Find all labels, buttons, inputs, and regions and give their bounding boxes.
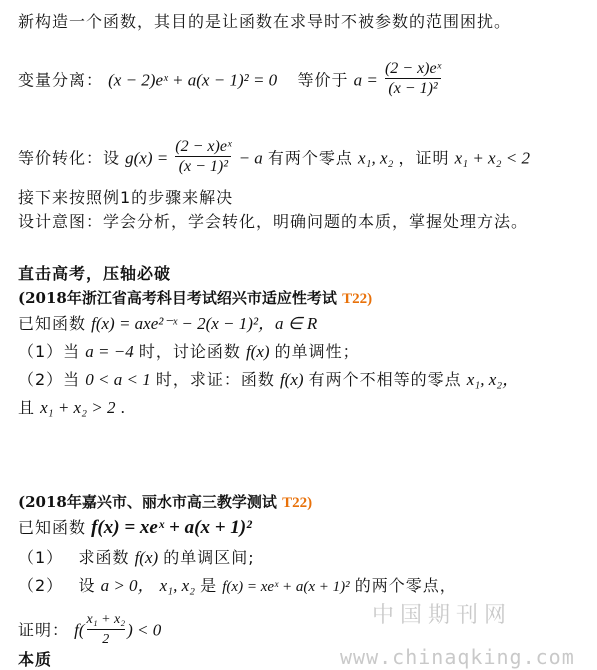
problem1-q1 [18,342,360,362]
problem1-given-label: 已知函数 [18,314,87,333]
next-step-text: 接下来按照例1的步骤来解决 [18,188,234,207]
problem2-q1-end: 的单调区间; [163,548,255,567]
problem2-q2 [18,576,457,597]
transform-fraction [175,138,231,176]
transform-numerator: (2 − x)eˣ [175,138,232,155]
watermark-text: 中国期刊网 [372,603,513,628]
section-title: 直击高考，压轴必破 [18,264,172,283]
problem1-q1-cond: a = −4 [85,342,134,361]
problem1-function: f(x) = axe²⁻ˣ − 2(x − 1)²，a ∈ R [91,314,318,333]
problem2-tag: T22) [282,495,313,511]
problem1-q1-f: f(x) [245,342,270,361]
problem1-given [18,314,317,334]
problem2-q2-num: （2） [18,576,64,595]
problem2-prove-label: 证明： [18,620,70,640]
problem2-q1-text: 求函数 [78,548,130,567]
problem2-prove-denominator: 2 [87,629,126,649]
problem2-q2-cond: a > 0， [100,576,155,595]
problem2-q2-mid: 是 [200,576,218,595]
problem1-q2-ineq: x₁ + x₂ > 2 [40,398,116,417]
problem1-q2-zeros: x₁, x₂， [466,370,520,389]
problem1-tag: T22) [342,291,373,307]
problem2-function: f(x) = xeˣ + a(x + 1)² [91,517,252,538]
problem2-q2-text: 设 [78,576,96,595]
problem1-source-text: (2018年浙江省高考科目考试绍兴市适应性考试 [18,289,337,307]
problem2-prove-f: f( [74,620,85,640]
problem1-q2-and: 且 [18,398,36,417]
problem1-q2-cond: 0 < a < 1 [85,370,151,389]
problem2-given [18,518,252,538]
equivalent-label: 等价于 [297,70,349,90]
g-equals: g(x) = [125,148,169,168]
problem1-q2-mid: 有两个不相等的零点 [308,370,462,389]
a-equals: a = [353,70,378,90]
problem2-source [18,492,312,513]
problem1-q1-num: （1）当 [18,342,81,361]
separation-numerator: (2 − x)eˣ [384,60,442,77]
transform-line [18,140,530,178]
problem1-q2-num: （2）当 [18,370,81,389]
problem2-q1 [18,548,255,568]
problem2-q2-zeros: x₁, x₂ [159,576,196,595]
has-two-zeros-label: 有两个零点 [267,148,353,168]
problem1-q1-text: 时，讨论函数 [138,342,241,361]
separation-fraction [385,60,441,98]
problem2-prove [18,612,161,650]
separation-label: 变量分离： [18,70,104,90]
watermark-url: www.chinaqking.com [340,645,575,669]
separation-denominator: (x − 1)² [385,78,441,98]
problem1-q2-dot: . [120,398,125,417]
transform-denominator: (x − 1)² [175,156,231,176]
essence-heading: 本质 [18,650,53,669]
transform-label: 等价转化：设 [18,148,121,168]
problem2-prove-numerator: x₁ + x₂ [86,612,126,627]
transform-minus-a: − a [238,148,263,168]
problem1-q2-f: f(x) [279,370,304,389]
problem2-prove-tail: ) < 0 [127,620,162,640]
problem1-source [18,288,372,309]
design-intent-text: 设计意图：学会分析，学会转化，明确问题的本质，掌握处理方法。 [18,212,529,231]
problem1-q2 [18,370,519,390]
problem1-q2-text: 时，求证：函数 [155,370,275,389]
separation-line [18,62,443,100]
zeros-vars: x₁, x₂ [358,148,394,168]
problem2-given-label: 已知函数 [18,518,87,537]
prove-inequality: x₁ + x₂ < 2 [454,148,530,168]
problem1-q2-cont [18,398,125,418]
prove-label: ，证明 [398,148,450,168]
problem2-source-text: (2018年嘉兴市、丽水市高三教学测试 [18,493,277,511]
separation-equation: (x − 2)eˣ + a(x − 1)² = 0 [108,70,278,90]
problem2-q1-num: （1） [18,548,64,567]
problem1-q1-end: 的单调性； [274,342,360,361]
problem2-prove-fraction [87,611,126,649]
intro-text: 新构造一个函数，其目的是让函数在求导时不被参数的范围困扰。 [18,12,512,31]
problem2-q1-f: f(x) [134,548,159,567]
problem2-q2-end: 的两个零点， [354,576,457,595]
problem2-q2-func: f(x) = xeˣ + a(x + 1)² [222,579,350,595]
